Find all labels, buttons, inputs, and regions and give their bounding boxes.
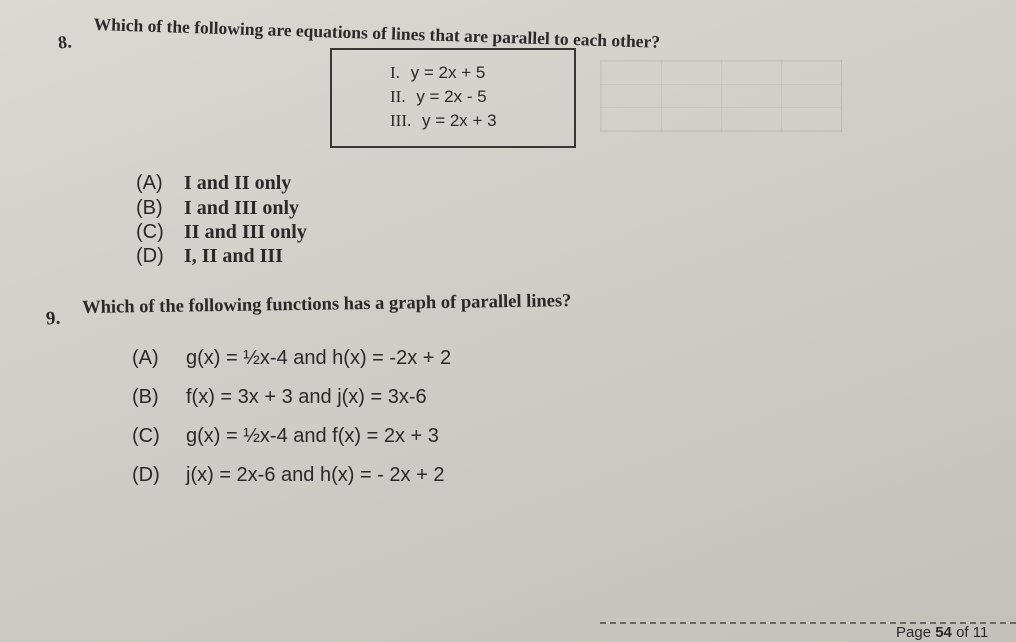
page-label: Page	[896, 624, 932, 641]
q8-option-a[interactable]	[136, 172, 291, 195]
q9-option-d-text: j(x) = 2x-6 and h(x) = - 2x + 2	[186, 464, 445, 486]
equation-3-roman: III.	[390, 111, 412, 130]
q9-option-b-text: f(x) = 3x + 3 and j(x) = 3x-6	[186, 386, 427, 408]
q8-option-b-text: I and III only	[184, 197, 300, 219]
equation-1-text: y = 2x + 5	[410, 63, 486, 82]
equation-row-3	[390, 111, 497, 131]
q8-option-b-letter: (B)	[136, 197, 163, 219]
q8-option-d-text: I, II and III	[184, 245, 283, 267]
q9-option-a-text: g(x) = ½x-4 and h(x) = -2x + 2	[186, 347, 452, 369]
q8-option-c-text: II and III only	[184, 221, 307, 243]
q9-option-c[interactable]	[132, 425, 439, 448]
q9-option-d[interactable]	[132, 464, 444, 487]
q9-option-a[interactable]	[132, 347, 451, 370]
question-8-text: Which of the following are equations of lines that are parallel to each other?	[93, 14, 661, 52]
page-number-value: 54	[935, 624, 952, 641]
q8-option-b[interactable]	[136, 197, 299, 220]
q9-option-c-letter: (C)	[132, 425, 160, 447]
bleed-through-grid	[600, 60, 842, 132]
page-number	[896, 624, 988, 641]
equation-row-2	[390, 87, 487, 107]
q9-option-b-letter: (B)	[132, 386, 159, 408]
q9-option-d-letter: (D)	[132, 464, 160, 486]
equation-2-text: y = 2x - 5	[416, 87, 487, 106]
equation-row-1	[390, 63, 485, 83]
q9-option-b[interactable]	[132, 386, 427, 409]
equation-1-roman: I.	[390, 63, 400, 82]
q9-option-c-text: g(x) = ½x-4 and f(x) = 2x + 3	[186, 425, 439, 447]
q8-option-d[interactable]	[136, 245, 283, 268]
q8-option-a-letter: (A)	[136, 172, 163, 194]
q8-option-a-text: I and II only	[184, 172, 292, 194]
question-9-text: Which of the following functions has a graph of parallel lines?	[82, 291, 572, 318]
q9-option-a-letter: (A)	[132, 347, 159, 369]
q8-option-c[interactable]	[136, 221, 307, 244]
question-8-number: 8.	[56, 31, 73, 53]
question-9-number: 9.	[45, 307, 61, 330]
q8-option-d-letter: (D)	[136, 245, 164, 267]
equation-3-text: y = 2x + 3	[421, 111, 497, 130]
equations-box	[330, 48, 576, 148]
equation-2-roman: II.	[390, 87, 406, 106]
q8-option-c-letter: (C)	[136, 221, 164, 243]
page-of-text: of 11	[956, 624, 989, 641]
